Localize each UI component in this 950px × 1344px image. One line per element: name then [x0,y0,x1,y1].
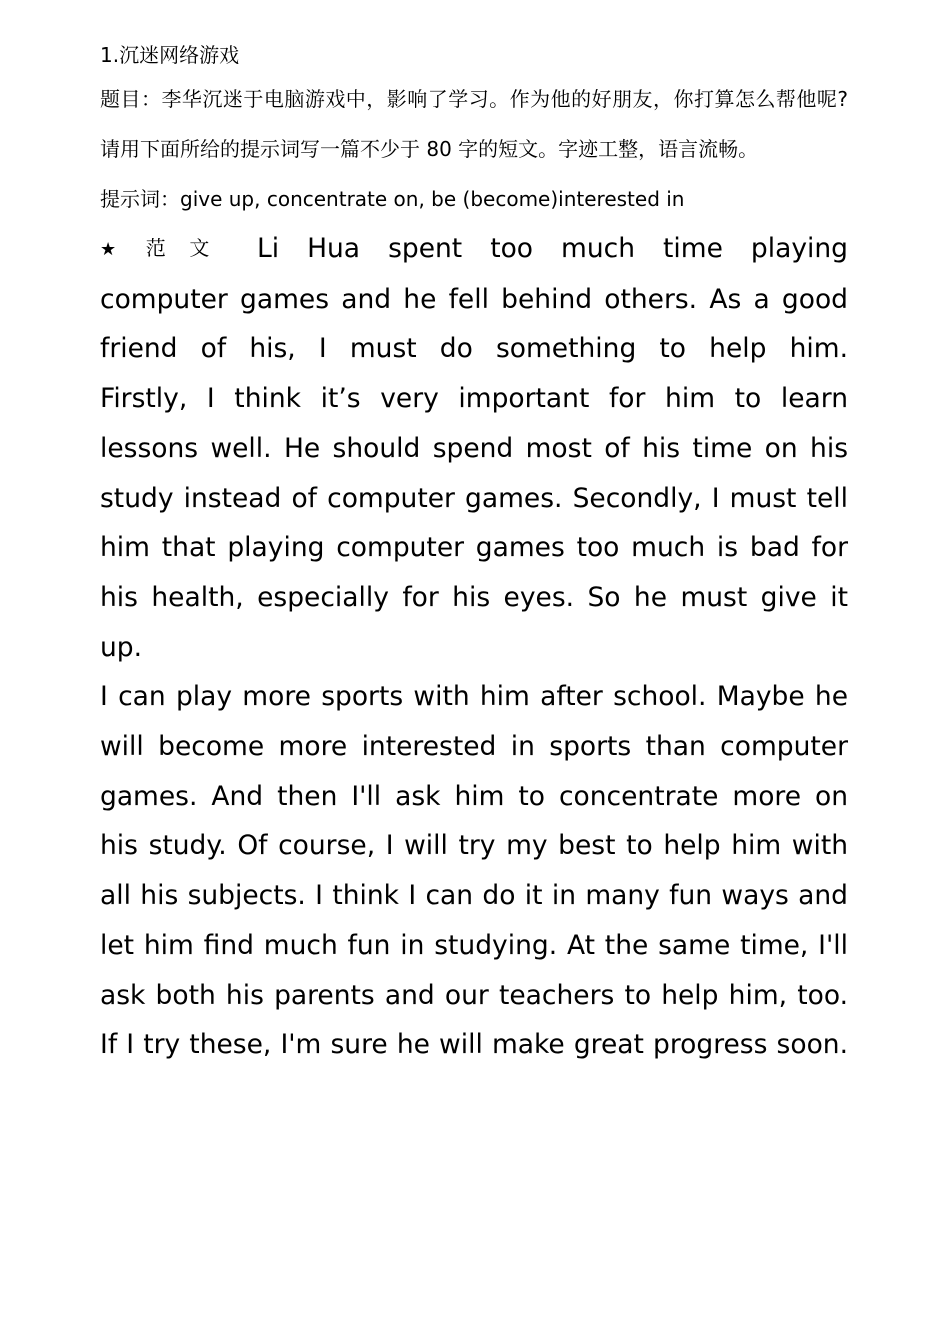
essay-line: computer games and he fell behind others. As a good [100,283,848,315]
prompt-paragraph [100,74,848,174]
essay-line: friend of his, I must do something to help him. [100,333,848,365]
section-heading: 1.沉迷网络游戏 [100,43,240,67]
essay-line: his health, especially for his eyes. So he must give it up. [100,581,848,663]
essay-line: lessons well. He should spend most of his time on his [100,432,848,464]
essay-line: his study. Of course, I will try my best to help him with [100,830,848,862]
hint-label: 提示词： [100,187,180,211]
essay-line: Firstly, I think it’s very important for him to learn [100,383,848,415]
hint-text: give up, concentrate on, be (become)interested in [180,187,685,211]
prompt-text: 李华沉迷于电脑游戏中，影响了学习。作为他的好朋友，你打算怎么帮他呢?请用下面所给的提示词写一篇不少于 80 字的短文。字迹工整，语言流畅。 [100,87,848,161]
essay-line [100,224,848,275]
essay-line: will become more interested in sports than computer [100,731,848,763]
essay-line: I can play more sports with him after school. Maybe he [100,681,848,713]
star-icon: ★ [100,239,136,260]
sample-label: 范文 [145,236,233,260]
essay-line: ask both his parents and our teachers to help him, too. [100,979,848,1011]
essay-line: study instead of computer games. Secondly, I must tell [100,482,848,514]
hint-line [100,174,848,224]
essay-line-text: Li Hua spent too much time playing [256,233,849,264]
essay-line: games. And then I'll ask him to concentrate more on [100,780,848,812]
essay-line: let him find much fun in studying. At the same time, I'll [100,929,848,961]
document-page [100,36,848,1070]
prompt-label: 题目： [100,87,162,111]
essay-line: If I try these, I'm sure he will make great progress soon. [100,1029,848,1061]
essay-line: all his subjects. I think I can do it in many fun ways and [100,880,848,912]
sample-essay [100,224,848,1070]
essay-line: him that playing computer games too much is bad for [100,532,848,564]
